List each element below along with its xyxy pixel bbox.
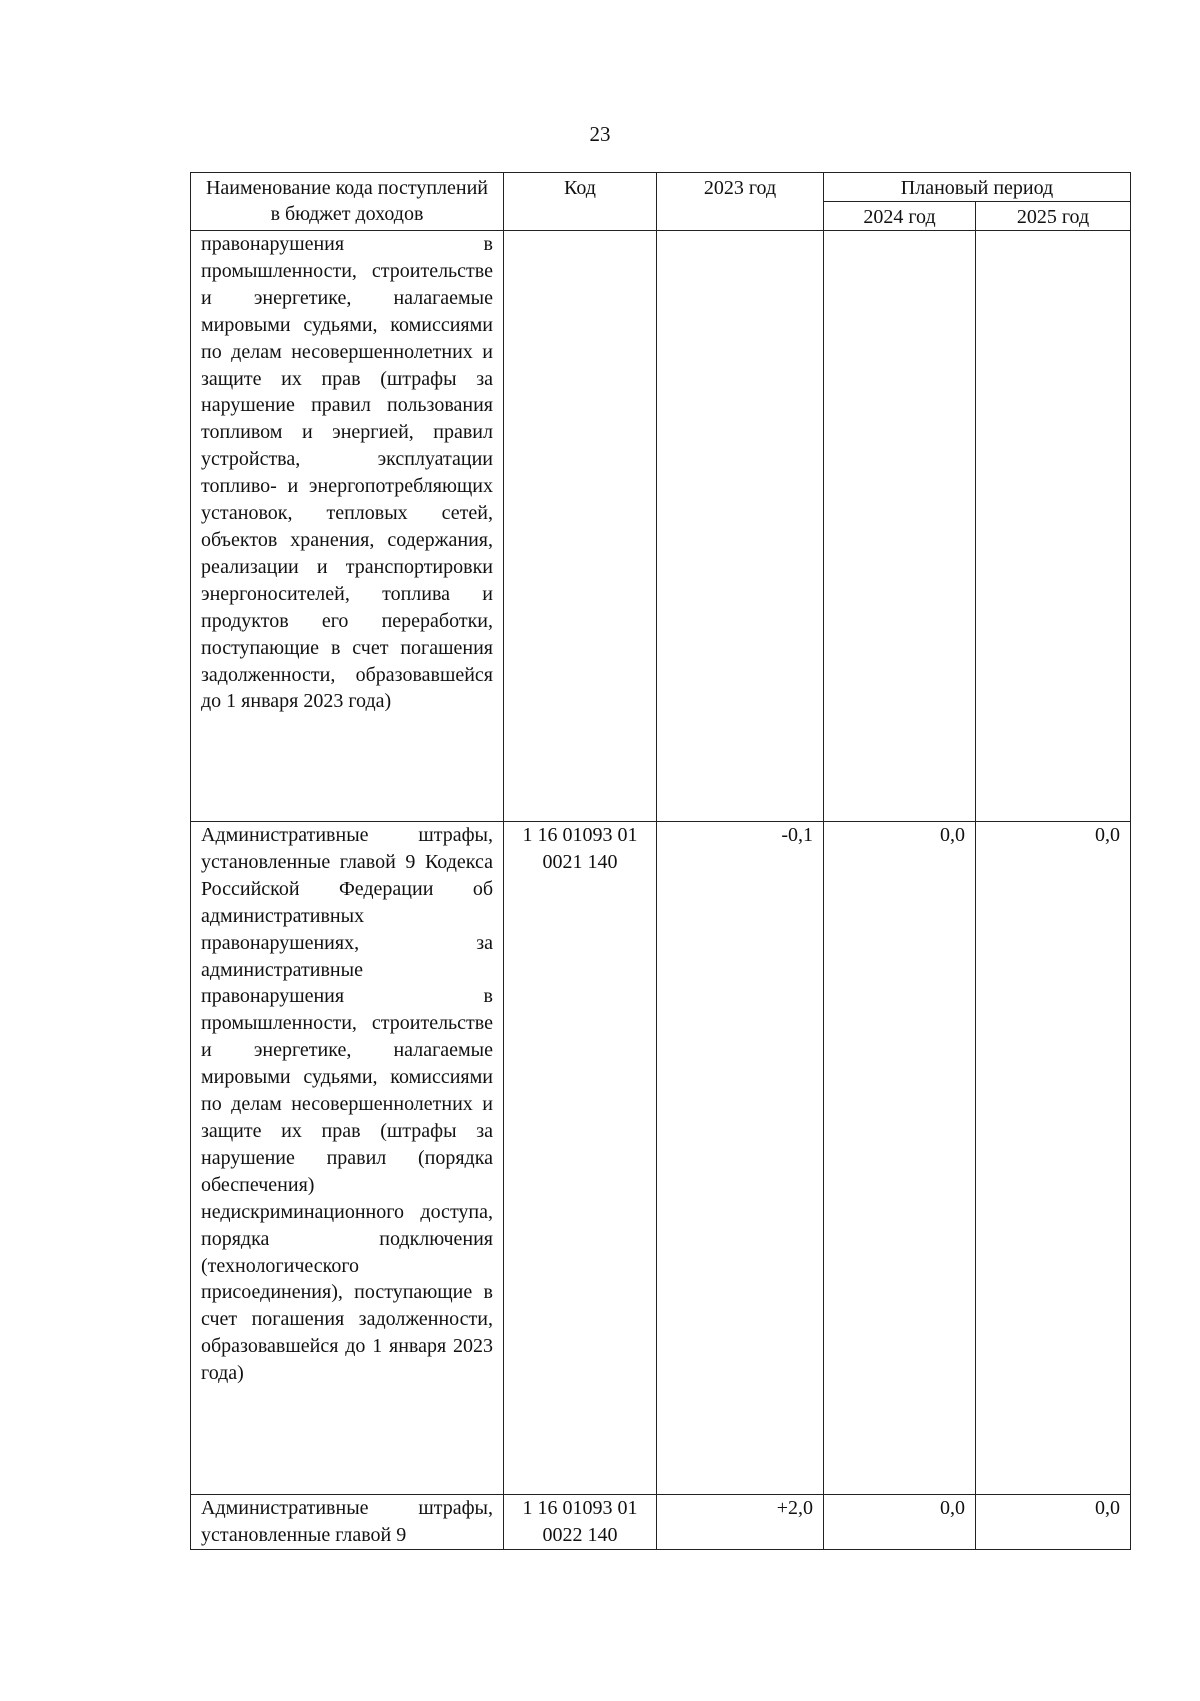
row-value-2025 bbox=[976, 231, 1131, 822]
row-code bbox=[504, 231, 657, 822]
row-name: правонарушения в промышленности, строительстве и энергетике, налагаемые мировыми судьями, комиссиями по делам несовершеннолетних и защите их прав (штрафы за нарушение правил пользования топливом и энергией, правил устройства, эксплуатации топливо- и энергопотребляющих установок, тепловых сетей, объектов хранения, содержания, реализации и транспортировки энергоносителей, топлива и продуктов его переработки, поступающие в счет погашения задолженности, образовавшейся до 1 января 2023 года) bbox=[191, 231, 504, 822]
row-value-2024 bbox=[824, 231, 976, 822]
page-number: 23 bbox=[589, 122, 611, 146]
header-2023: 2023 год bbox=[657, 173, 824, 231]
row-value-2025: 0,0 bbox=[976, 1495, 1131, 1550]
table-header-row bbox=[191, 173, 1131, 202]
row-code: 1 16 01093 01 0022 140 bbox=[504, 1495, 657, 1550]
table-row bbox=[191, 1495, 1131, 1550]
row-value-2023: -0,1 bbox=[657, 822, 824, 1495]
row-value-2024: 0,0 bbox=[824, 822, 976, 1495]
table-row bbox=[191, 822, 1131, 1495]
row-name: Административные штрафы, установленные главой 9 Кодекса Российской Федерации об административных правонарушениях, за административные правонарушения в промышленности, строительстве и энергетике, налагаемые мировыми судьями, комиссиями по делам несовершеннолетних и защите их прав (штрафы за нарушение правил (порядка обеспечения) недискриминационного доступа, порядка подключения (технологического присоединения), поступающие в счет погашения задолженности, образовавшейся до 1 января 2023 года) bbox=[191, 822, 504, 1495]
budget-revenue-table bbox=[190, 172, 1131, 1550]
row-value-2023 bbox=[657, 231, 824, 822]
row-value-2023: +2,0 bbox=[657, 1495, 824, 1550]
row-code: 1 16 01093 01 0021 140 bbox=[504, 822, 657, 1495]
row-name: Административные штрафы, установленные главой 9 bbox=[191, 1495, 504, 1550]
header-code: Код bbox=[504, 173, 657, 231]
table-row bbox=[191, 231, 1131, 822]
header-name: Наименование кода поступлений в бюджет доходов bbox=[191, 173, 504, 231]
header-planned-period: Плановый период bbox=[824, 173, 1131, 202]
row-value-2025: 0,0 bbox=[976, 822, 1131, 1495]
row-value-2024: 0,0 bbox=[824, 1495, 976, 1550]
header-2024: 2024 год bbox=[824, 202, 976, 231]
header-2025: 2025 год bbox=[976, 202, 1131, 231]
